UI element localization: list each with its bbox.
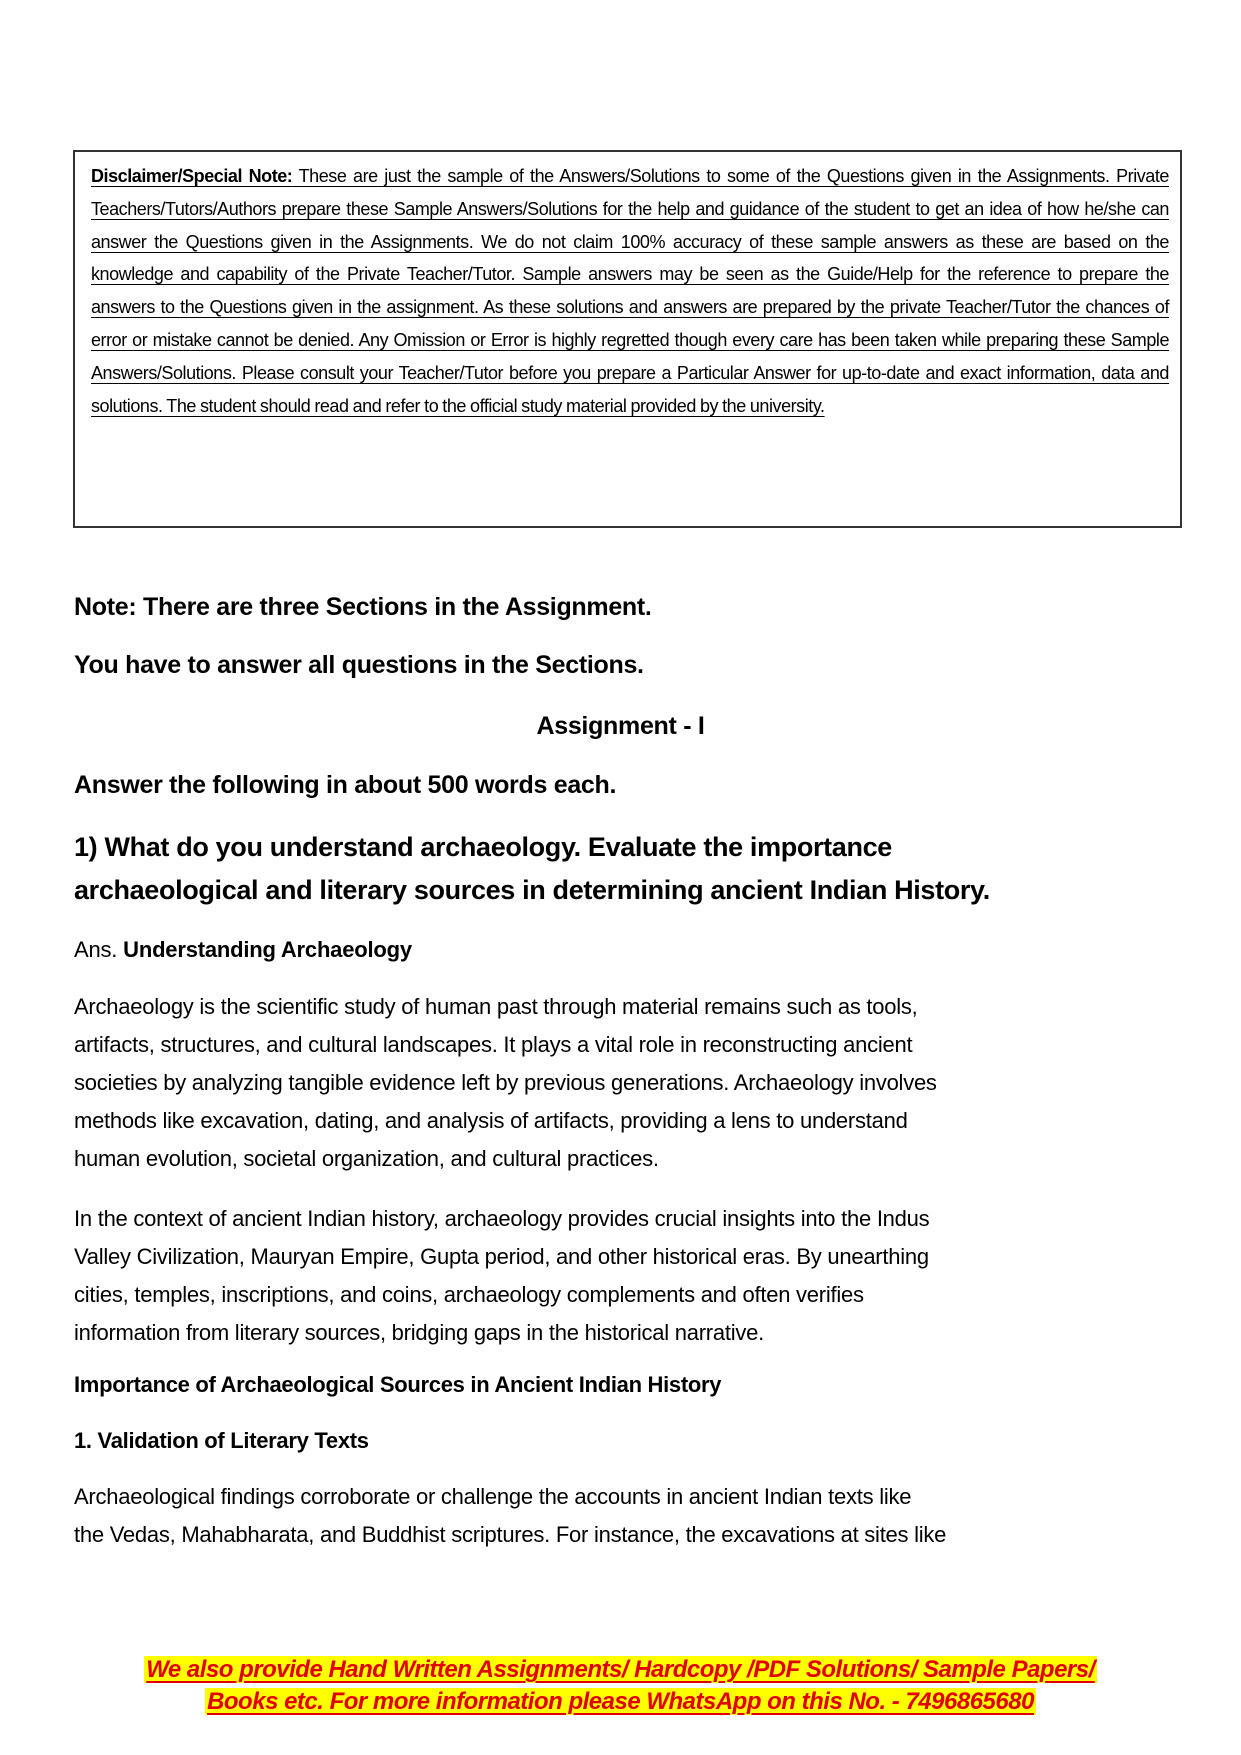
answer-prefix: Ans. [74,937,124,962]
paragraph-1-line: Archaeology is the scientific study of human past through material remains such as tools, [74,994,918,1019]
question-1-line-2: archaeological and literary sources in determining ancient Indian History. [74,875,990,905]
promo-line-2: Books etc. For more information please WhatsApp on this No. - 7496865680 [207,1688,1034,1715]
promo-line-1: We also provide Hand Written Assignments/ Hardcopy /PDF Solutions/ Sample Papers/ [146,1656,1095,1683]
paragraph-2-line: Valley Civilization, Mauryan Empire, Gupta period, and other historical eras. By unearthing [74,1244,929,1269]
paragraph-2-line: information from literary sources, bridging gaps in the historical narrative. [74,1320,764,1345]
paragraph-2-line: cities, temples, inscriptions, and coins, archaeology complements and often verifies [74,1282,864,1307]
disclaimer-body: These are just the sample of the Answers/Solutions to some of the Questions given in the Assignments. Private Teachers/Tutors/Authors prepare these Sample Answers/Solutions for the help and guidance of the student to get an idea of how he/she can answer the Questions given in the Assignments. We do not claim 100% accuracy of these sample answers as these are based on the knowledge and capability of the Private Teacher/Tutor. Sample answers may be seen as the Guide/Help for the reference to prepare the answers to the Questions given in the assignment. As these solutions and answers are prepared by the private Teacher/Tutor the chances of error or mistake cannot be denied. Any Omission or Error is highly regretted though every care has been taken while preparing these Sample Answers/Solutions. Please consult your Teacher/Tutor before you prepare a Particular Answer for up-to-date and exact information, data and solutions. The student should read and refer to the official study material provided by the university. [91,166,1169,416]
disclaimer-box [73,150,1182,528]
answer-all-instruction: You have to answer all questions in the Sections. [74,651,644,679]
promo-footer [0,1654,1241,1718]
paragraph-1-line: methods like excavation, dating, and analysis of artifacts, providing a lens to understand [74,1108,908,1133]
assignment-title: Assignment - I [536,712,705,740]
paragraph-3 [74,1478,1154,1554]
disclaimer-text [91,160,1169,422]
paragraph-1-line: artifacts, structures, and cultural landscapes. It plays a vital role in reconstructing ancient [74,1032,913,1057]
question-1 [74,826,1174,912]
question-1-line-1: 1) What do you understand archaeology. Evaluate the importance [74,832,892,862]
section-heading: Importance of Archaeological Sources in Ancient Indian History [74,1372,722,1397]
disclaimer-label: Disclaimer/Special Note: [91,166,293,186]
word-limit-instruction: Answer the following in about 500 words each. [74,771,617,799]
paragraph-2-line: In the context of ancient Indian history, archaeology provides crucial insights into the Indus [74,1206,930,1231]
subsection-heading: 1. Validation of Literary Texts [74,1428,369,1453]
paragraph-1-line: societies by analyzing tangible evidence left by previous generations. Archaeology involves [74,1070,937,1095]
sections-note: Note: There are three Sections in the Assignment. [74,593,652,621]
paragraph-3-line: Archaeological findings corroborate or challenge the accounts in ancient Indian texts like [74,1484,912,1509]
paragraph-1 [74,988,1154,1178]
answer-heading: Understanding Archaeology [123,937,412,962]
paragraph-3-line: the Vedas, Mahabharata, and Buddhist scriptures. For instance, the excavations at sites like [74,1522,947,1547]
paragraph-1-line: human evolution, societal organization, and cultural practices. [74,1146,659,1171]
paragraph-2 [74,1200,1154,1352]
answer-heading-line [74,937,412,963]
